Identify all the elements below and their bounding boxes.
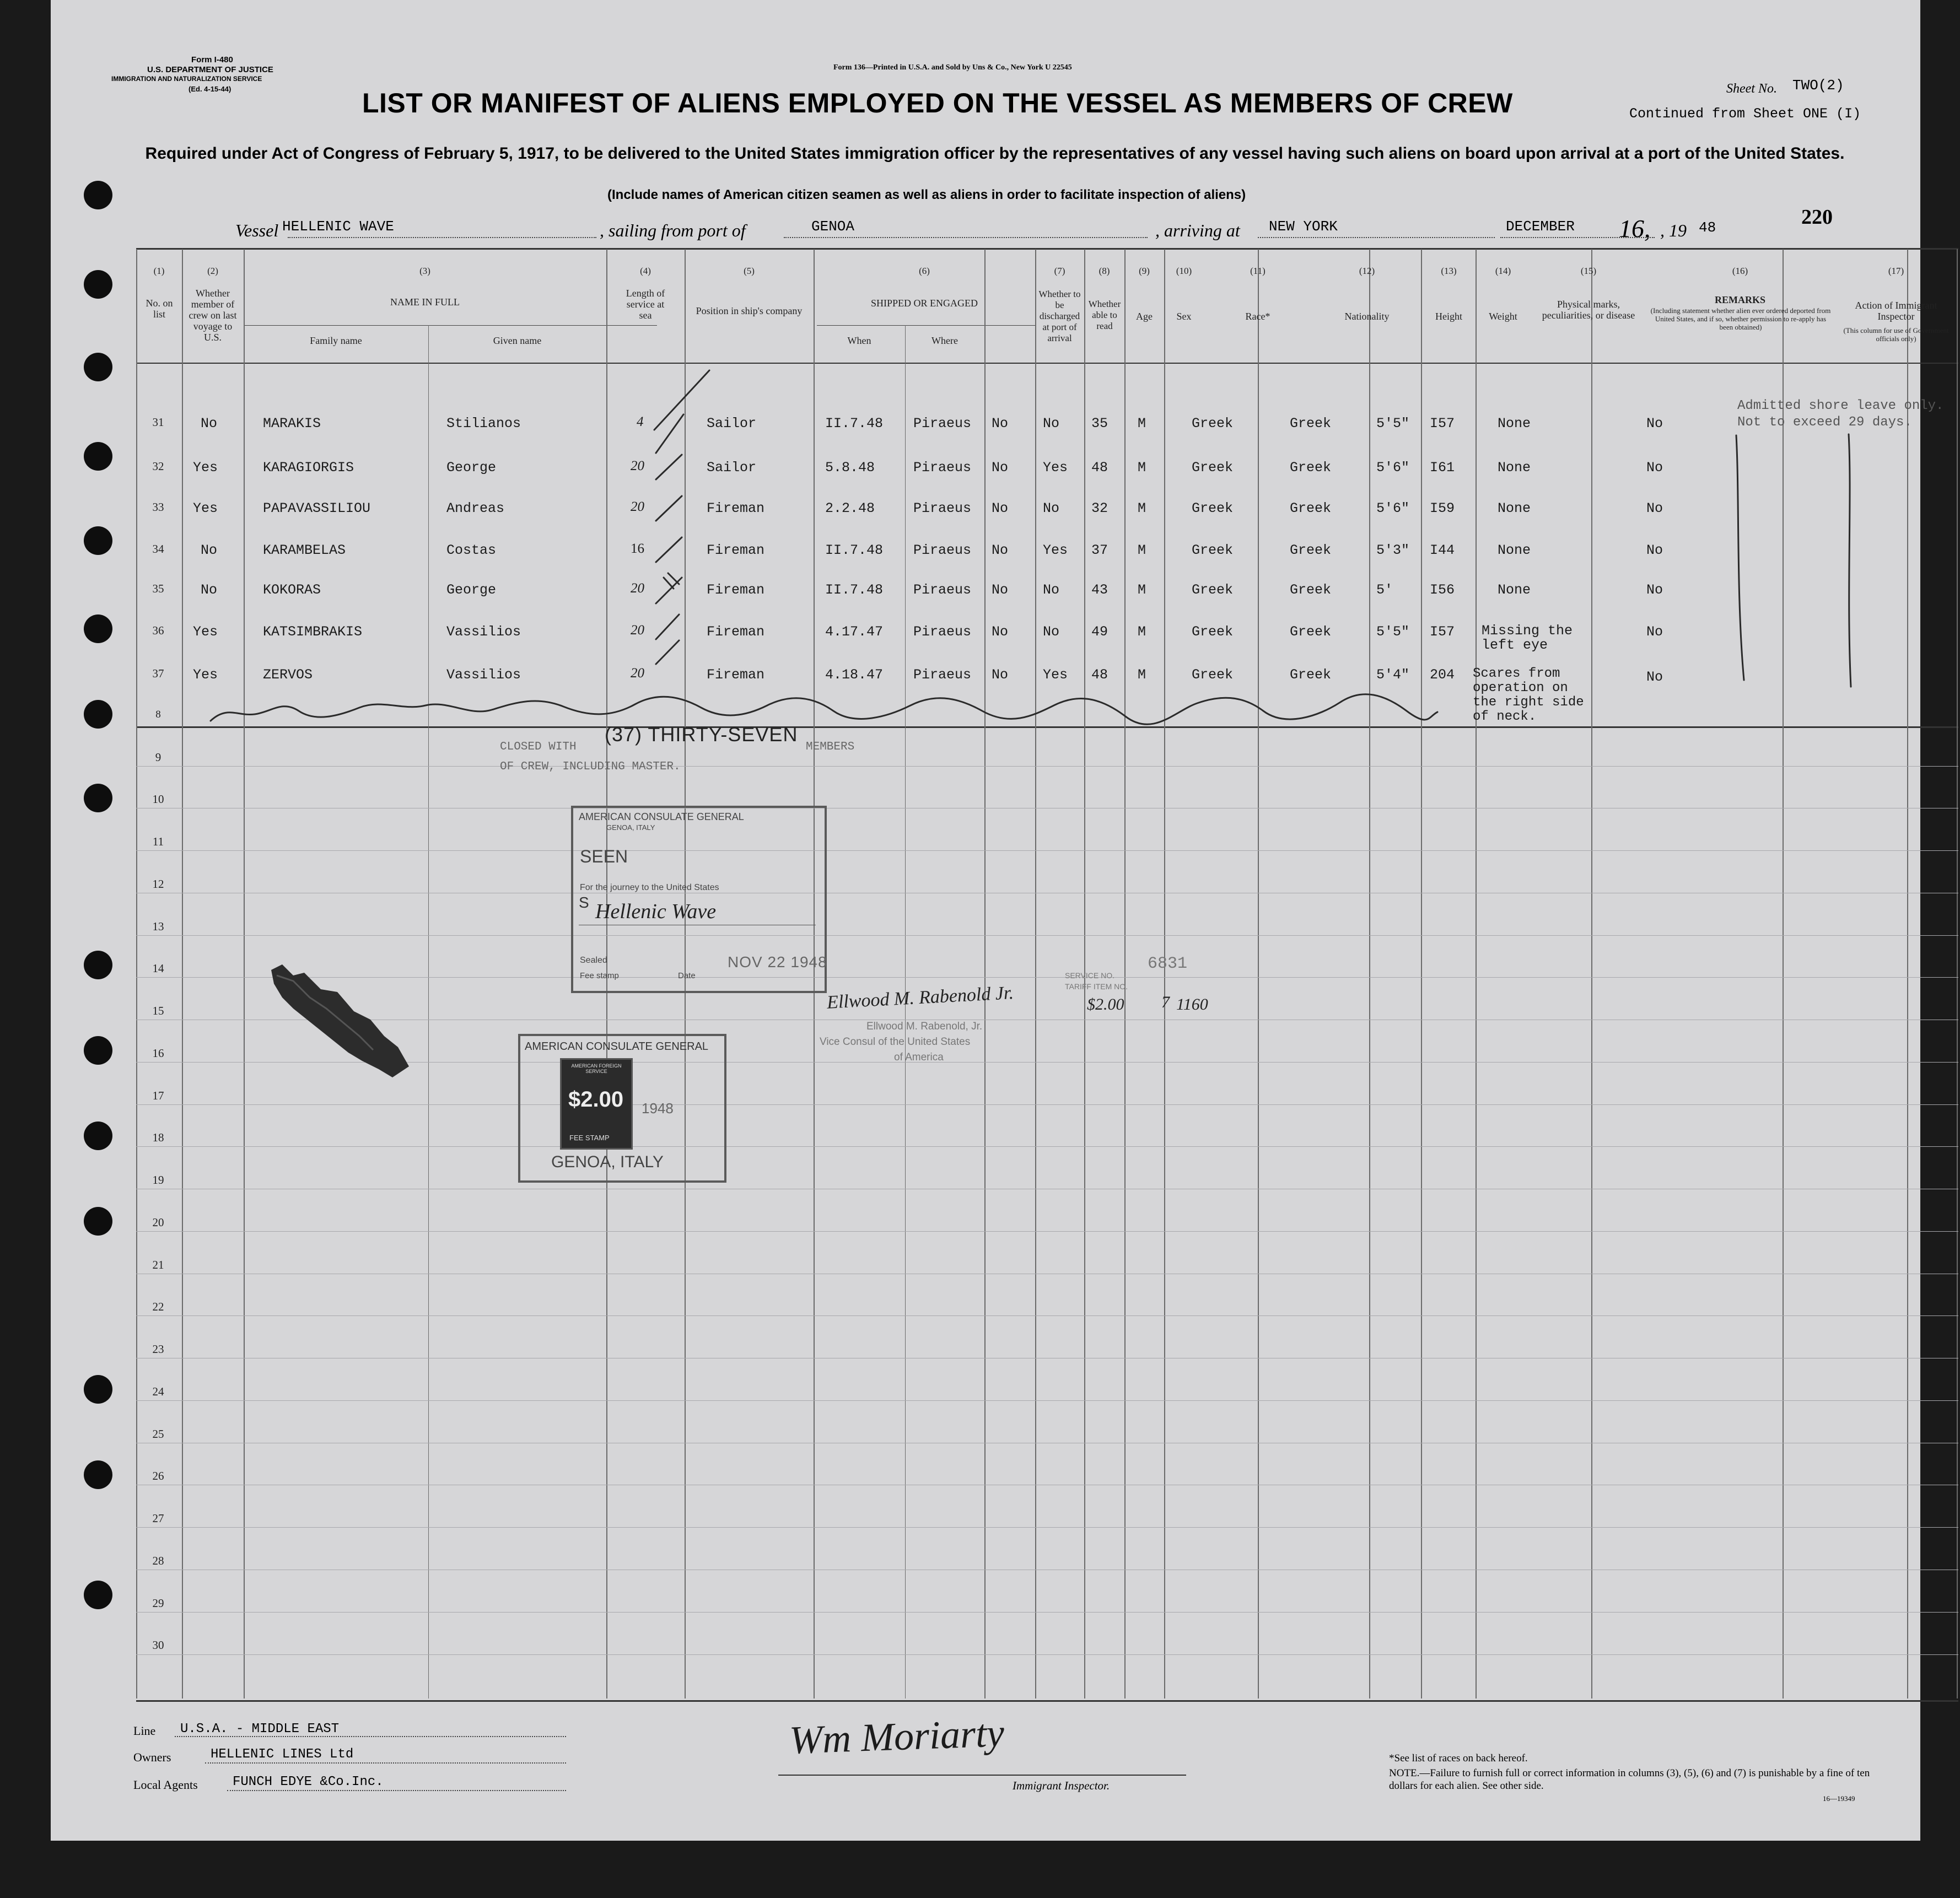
closing-text: CLOSED WITH: [500, 741, 577, 753]
consul-signature: Ellwood M. Rabenold Jr.: [826, 983, 1014, 1013]
footer-owners-label: Owners: [133, 1750, 171, 1764]
col-header-name: NAME IN FULL: [390, 296, 460, 308]
row-number: 31: [152, 416, 164, 429]
row-number: 30: [152, 1638, 164, 1652]
col-header-shipped: SHIPPED OR ENGAGED: [870, 298, 978, 309]
family-name: PAPAVASSILIOU: [263, 500, 371, 516]
department: U.S. DEPARTMENT OF JUSTICE: [147, 65, 273, 74]
sailing-label: , sailing from port of: [600, 220, 746, 240]
arrival-day: 16,: [1619, 214, 1651, 242]
col-header-family: Family name: [310, 335, 362, 346]
footer-agents: FUNCH EDYE &Co.Inc.: [233, 1775, 384, 1789]
year-label: , 19: [1660, 220, 1687, 240]
row-number: 26: [152, 1469, 164, 1482]
continued-from: Continued from Sheet ONE (I): [1629, 106, 1861, 122]
revenue-stamp: AMERICAN FOREIGN SERVICE $2.00 FEE STAMP: [560, 1058, 633, 1150]
col-header-discharged: Whether to be discharged at port of arrival: [1038, 289, 1081, 343]
footer-line-label: Line: [133, 1724, 156, 1738]
col-header-position: Position in ship's company: [696, 305, 803, 316]
arriving-label: , arriving at: [1155, 220, 1240, 240]
row-number: 36: [152, 624, 164, 637]
embossed-seal-icon: [260, 959, 426, 1091]
form-edition: (Ed. 4-15-44): [189, 85, 231, 93]
sheet-label: Sheet No.: [1726, 82, 1777, 96]
row-number: 33: [152, 500, 164, 514]
row-number: 10: [152, 792, 164, 806]
col-header-marks: Physical marks, peculiarities, or disease: [1542, 299, 1635, 321]
row-number: 18: [152, 1131, 164, 1144]
row-number: 27: [152, 1512, 164, 1525]
family-name: ZERVOS: [263, 667, 313, 683]
footer-agents-label: Local Agents: [133, 1778, 198, 1792]
row-number: 37: [152, 667, 164, 680]
given-name: Andreas: [446, 500, 505, 516]
row-number: 32: [152, 460, 164, 473]
sheet-number: TWO(2): [1792, 77, 1844, 94]
manifest-sheet: Form I-480 U.S. DEPARTMENT OF JUSTICE IMMIGRATION AND NATURALIZATION SERVICE (Ed. 4-15-44) Form 136—Printed in U.S.A. and Sold by Uns & Co., New York U 22545 LIST OR MANIFEST OF ALIENS EMPLOYED ON THE VESSEL AS MEMBERS OF CREW Sheet No. TWO(2) Continued from Sheet ONE (I) Required under Act of Congress of February 5, 1917, to be delivered to the United States immigration officer by the representatives of any vessel having such aliens on board upon arrival at a port of the United States. (Include names of American citizen seamen as well as aliens in order to facilitate inspection of aliens) 220 Vessel HELLENIC WAVE , sailing from port of GENOA , arriving at NEW YORK DECEMBER 16, , 19 48 (1) No. on list (2) Whether member of crew on last voyage to U.S. (3) NAME IN FULL Family name Given name (4) Length of service at sea (5) Position in ship's company (6) SHIPPED OR ENGAGED When Where (7) Whether to be discharged at port of arrival (8) Whether able to read (9) Age (10) Sex (11) Race* (12) Nationality (13) Height (14) Weight (15) Physical marks, peculiarities, or disease (16) REMARKS (Including statement whether alien ever ordered deported from United States, and if so, whether permission to re-apply has been obtained) (17) Action of Immigrant Inspector (This column for use of Government officials only) 31 No MARAKIS Stilianos 4 Sailor II.7.48 Piraeus No No 35 M Greek Greek 5'5" I57 None No 32 Yes KARAGIORGIS George 20 Sailor 5.8.48 Piraeus No Yes 48 M Greek Greek 5'6" I61 None No 33 Yes PAPAVASSILIOU Andreas 20 Fireman 2.2.48 Piraeus No No 32 M Greek Greek 5'6" I59 None No 34 No KARAMBELAS Costas 16 Fireman II.7.48 Piraeus No Yes 37 M Greek Greek 5'3" I44 None No 35 No KOKORAS George 20 Fireman II.7.48 Piraeus No No 43 M Greek Greek 5' I56 None No 36 Yes KATSIMBRAKIS Vassilios 20 Fireman 4.17.47 Piraeus No No 49 M Greek Greek 5'5" I57 Missing the left eye No 37 Yes ZERVOS Vassilios 20 Fireman 4.18.47 Piraeus No Yes 48 M Greek Greek 5'4" 204 Scares from operation on the right side of neck. No Admitted shore leave only. Not to exceed 29 days. 8 9 10 11 12 13 14 15 16 17 18 19 20 21 22 23 24 25 26 27 28 29 30 CLOSED WITH (37) THIRTY-SEVEN MEMBERS OF CREW, INCLUDING MASTER. AMERICAN CONSULATE GENERAL GENOA, ITALY SEEN For the journey to the United States S Hellenic Wave Sealed Fee stamp Date NOV 22 1948 Ellwood M. Rabenold Jr. Ellwood M. Rabenold, Jr. Vice Consul of the United States of America SERVICE NO. 6831 TARIFF ITEM NO. $2.00 7 1160 AMERICAN CONSULATE GENERAL AMERICAN FOREIGN SERVICE $2.00 FEE STAMP 1948 GENOA, ITALY Line U.S.A. - MIDDLE EAST Owners HELLENIC LINES Ltd Local Agents FUNCH EDYE &Co.Inc. Wm Moriarty Immigrant Inspector. *See list of races on back hereof. NOTE.—Failure to furnish full or correct information in columns (3), (5), (6) and (7) is punishable by a fine of ten dollars for each alien. See other side. 16—19349: [51, 0, 1920, 1841]
row-number: 20: [152, 1216, 164, 1229]
footer-owners: HELLENIC LINES Ltd: [211, 1747, 354, 1762]
family-name: KARAMBELAS: [263, 542, 346, 558]
arrival-port: NEW YORK: [1269, 218, 1338, 235]
arrival-year: 48: [1699, 219, 1716, 236]
fine-note: NOTE.—Failure to furnish full or correct information in columns (3), (5), (6) and (7) is punishable by a fine of ten dollars for each alien. See other side.: [1389, 1767, 1870, 1792]
row-number: 8: [155, 709, 161, 720]
given-name: George: [446, 582, 497, 598]
seen-stamp: AMERICAN CONSULATE GENERAL GENOA, ITALY SEEN For the journey to the United States S Hellenic Wave Sealed Fee stamp Date NOV 22 1948: [571, 806, 827, 993]
family-name: KOKORAS: [263, 582, 321, 598]
row-number: 21: [152, 1258, 164, 1271]
row-number: 14: [152, 962, 164, 975]
footer-line: U.S.A. - MIDDLE EAST: [180, 1722, 340, 1737]
col-header-sex: Sex: [1176, 311, 1192, 322]
col-header-when: When: [847, 335, 871, 346]
col-header-last-voyage: Whether member of crew on last voyage to U.S.: [189, 288, 237, 343]
vessel-name: HELLENIC WAVE: [282, 218, 394, 235]
family-name: KATSIMBRAKIS: [263, 624, 363, 640]
row-number: 24: [152, 1385, 164, 1398]
service-name: IMMIGRATION AND NATURALIZATION SERVICE: [111, 75, 262, 83]
page-title: LIST OR MANIFEST OF ALIENS EMPLOYED ON THE VESSEL AS MEMBERS OF CREW: [362, 88, 1513, 118]
fee-stamp: AMERICAN CONSULATE GENERAL AMERICAN FOREIGN SERVICE $2.00 FEE STAMP 1948 GENOA, ITALY: [518, 1034, 726, 1183]
row-number: 29: [152, 1597, 164, 1610]
seen-stamp-date: NOV 22 1948: [728, 953, 827, 970]
col-header-inspector-note: (This column for use of Government officials only): [1843, 326, 1949, 343]
family-name: MARAKIS: [263, 416, 321, 432]
row-number: 25: [152, 1427, 164, 1441]
row-number: 19: [152, 1173, 164, 1187]
col-header-nationality: Nationality: [1344, 311, 1390, 322]
row-number: 22: [152, 1300, 164, 1313]
form-number: Form I-480: [191, 55, 233, 64]
given-name: Vassilios: [446, 667, 521, 683]
col-header-no: No. on list: [146, 298, 173, 320]
row-number: 17: [152, 1089, 164, 1102]
printer-line: Form 136—Printed in U.S.A. and Sold by Uns & Co., New York U 22545: [833, 63, 1072, 72]
given-name: George: [446, 460, 497, 476]
given-name: Vassilios: [446, 624, 521, 640]
vessel-label: Vessel: [235, 220, 279, 240]
col-header-weight: Weight: [1489, 311, 1517, 322]
given-name: Stilianos: [446, 416, 521, 432]
arrival-month: DECEMBER: [1506, 218, 1575, 235]
col-header-given: Given name: [493, 335, 542, 346]
col-header-service: Length of service at sea: [626, 288, 665, 321]
row-number: 16: [152, 1047, 164, 1060]
col-header-where: Where: [931, 335, 958, 346]
service-number: 6831: [1148, 955, 1188, 973]
row-number: 11: [152, 835, 164, 848]
given-name: Costas: [446, 542, 497, 558]
row-number: 35: [152, 582, 164, 595]
races-note: *See list of races on back hereof.: [1389, 1753, 1528, 1764]
row-number: 28: [152, 1554, 164, 1567]
departure-port: GENOA: [811, 218, 855, 235]
inspector-label: Immigrant Inspector.: [1013, 1779, 1110, 1792]
ship-name-handwritten: Hellenic Wave: [595, 900, 717, 923]
inspector-signature: Wm Moriarty: [788, 1711, 1005, 1762]
row-number: 9: [155, 751, 161, 764]
page-number: 220: [1801, 206, 1833, 229]
pen-marks: [51, 0, 1920, 1841]
col-header-age: Age: [1136, 311, 1153, 322]
family-name: KARAGIORGIS: [263, 460, 354, 476]
row-number: 12: [152, 877, 164, 891]
col-header-height: Height: [1435, 311, 1462, 322]
col-header-remarks-note: (Including statement whether alien ever ordered deported from United States, and if so, whether permission to re-apply has been obtained): [1650, 306, 1831, 331]
col-header-inspector: Action of Immigrant Inspector: [1855, 300, 1937, 322]
row-number: 23: [152, 1342, 164, 1356]
col-header-remarks: REMARKS: [1714, 294, 1765, 305]
col-header-read: Whether able to read: [1088, 299, 1121, 331]
col-header-race: Race*: [1245, 311, 1270, 322]
shore-leave-note: Admitted shore leave only. Not to exceed 29 days.: [1737, 398, 1944, 430]
closing-handwritten: (37) THIRTY-SEVEN: [605, 723, 798, 746]
page-subtitle: Required under Act of Congress of February 5, 1917, to be delivered to the United States immigration officer by the representatives of any vessel having such aliens on board upon arrival at a port of the United States.: [145, 144, 1845, 163]
row-number: 34: [152, 542, 164, 556]
row-number: 13: [152, 920, 164, 933]
crew-note: (Include names of American citizen seamen as well as aliens in order to facilitate inspection of aliens): [607, 187, 1246, 202]
form-code: 16—19349: [1823, 1794, 1855, 1803]
row-number: 15: [152, 1004, 164, 1017]
